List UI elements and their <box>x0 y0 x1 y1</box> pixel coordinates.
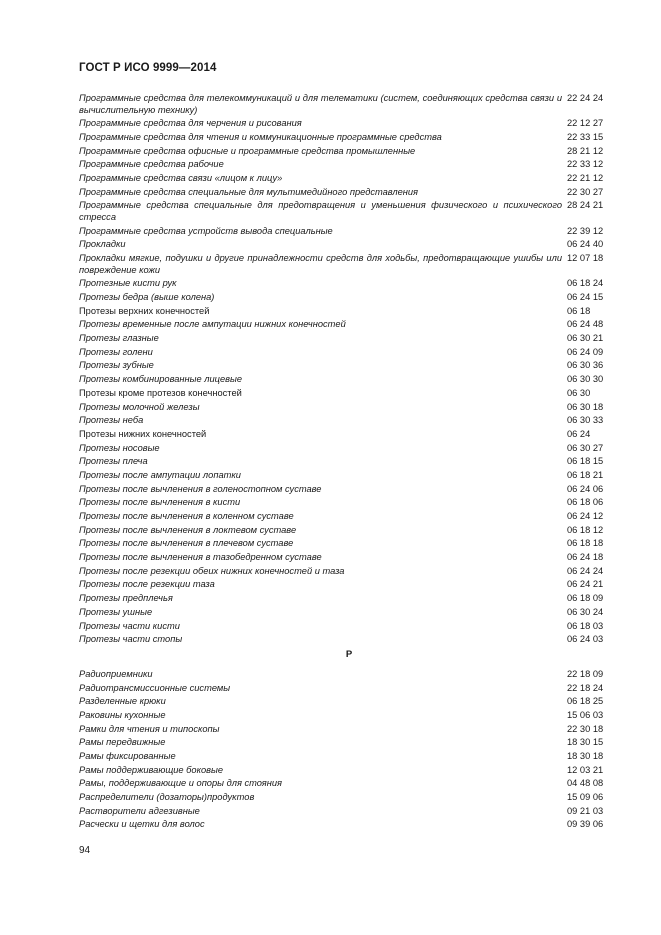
entry-term: Программные средства устройств вывода специальные <box>79 225 333 236</box>
entry-term: Протезы после вычленения в кисти <box>79 497 241 508</box>
index-entry <box>79 538 611 550</box>
entry-term: Протезы плеча <box>79 456 148 467</box>
index-entry <box>79 429 611 441</box>
entry-code: 28 24 21 <box>567 200 604 211</box>
index-entry <box>79 93 611 116</box>
index-entry <box>79 737 611 749</box>
entry-code: 22 21 12 <box>567 173 604 184</box>
entry-term: Протезы неба <box>79 415 144 426</box>
entry-code: 15 09 06 <box>567 792 604 802</box>
entry-code: 06 24 06 <box>567 483 604 494</box>
entry-term: Распределители (дозаторы)продуктов <box>79 792 255 802</box>
entry-code: 04 48 08 <box>567 778 604 789</box>
entry-term: Протезы после вычленения в локтевом суставе <box>79 524 297 535</box>
index-entry <box>79 118 611 130</box>
index-entry <box>79 226 611 238</box>
entry-term: Рамки для чтения и типоскопы <box>79 723 220 734</box>
entry-code: 22 24 24 <box>567 93 604 103</box>
entry-code: 22 12 27 <box>567 118 604 129</box>
index-entry <box>79 388 611 400</box>
entry-code: 06 24 <box>567 428 591 439</box>
entry-term: Протезы части кисти <box>79 620 180 631</box>
entry-code: 18 30 18 <box>567 750 604 761</box>
document-header: ГОСТ Р ИСО 9999—2014 <box>79 62 217 74</box>
entry-term: Разделенные крюки <box>79 696 166 707</box>
entry-code: 09 39 06 <box>567 819 604 830</box>
entry-term: Протезы после резекции обеих нижних конечностей и таза <box>79 565 345 576</box>
entry-term: Программные средства специальные для предотвращения и уменьшения физического и психического стресса <box>79 200 562 222</box>
entry-code: 06 24 15 <box>567 292 604 303</box>
entry-code: 06 30 18 <box>567 401 604 412</box>
entry-code: 28 21 12 <box>567 145 604 156</box>
entry-code: 22 33 12 <box>567 159 604 170</box>
section-letter: Р <box>345 648 353 660</box>
entry-term: Протезы после вычленения в голеностопном суставе <box>79 483 322 494</box>
index-entry <box>79 292 611 304</box>
index-list <box>79 93 611 833</box>
entry-code: 06 18 18 <box>567 538 604 549</box>
entry-code: 06 24 48 <box>567 319 604 330</box>
entry-term: Протезы бедра (выше колена) <box>79 292 215 303</box>
entry-code: 06 24 12 <box>567 511 604 522</box>
entry-code: 06 24 40 <box>567 239 604 250</box>
index-entry <box>79 173 611 185</box>
index-entry <box>79 724 611 736</box>
index-entry <box>79 525 611 537</box>
entry-term: Рамы передвижные <box>79 737 166 748</box>
entry-code: 06 18 24 <box>567 278 604 289</box>
entry-term: Раковины кухонные <box>79 709 166 720</box>
entry-term: Программные средства для телекоммуникаций и для телематики (систем, соединяющих средства связи и вычислительную технику) <box>79 93 562 115</box>
entry-code: 06 18 <box>567 305 591 316</box>
entry-term: Растворители адгезивные <box>79 805 200 816</box>
entry-term: Рамы поддерживающие боковые <box>79 764 224 775</box>
index-entry <box>79 497 611 509</box>
index-entry <box>79 484 611 496</box>
index-entry <box>79 806 611 818</box>
entry-term: Программные средства офисные и программные средства промышленные <box>79 145 416 156</box>
entry-code: 06 18 15 <box>567 456 604 467</box>
index-entry <box>79 200 611 223</box>
entry-code: 12 07 18 <box>567 253 604 264</box>
entry-code: 06 18 09 <box>567 593 604 604</box>
entry-term: Программные средства для чтения и коммуникационные программные средства <box>79 131 442 142</box>
index-entry <box>79 443 611 455</box>
index-entry <box>79 683 611 695</box>
index-entry <box>79 360 611 372</box>
entry-term: Протезы нижних конечностей <box>79 428 207 439</box>
entry-term: Протезы комбинированные лицевые <box>79 374 243 385</box>
index-entry <box>79 778 611 790</box>
entry-term: Протезы после вычленения в плечевом суставе <box>79 538 294 549</box>
index-entry <box>79 146 611 158</box>
entry-code: 18 30 15 <box>567 737 604 748</box>
entry-term: Протезы носовые <box>79 442 160 453</box>
entry-code: 06 18 25 <box>567 696 604 707</box>
index-entry <box>79 634 611 646</box>
index-entry <box>79 765 611 777</box>
entry-code: 06 18 12 <box>567 524 604 535</box>
index-entry <box>79 607 611 619</box>
index-entry <box>79 239 611 251</box>
entry-term: Расчески и щетки для волос <box>79 819 205 830</box>
entry-code: 22 39 12 <box>567 225 604 236</box>
index-entry <box>79 187 611 199</box>
entry-term: Протезы после вычленения в коленном суставе <box>79 511 294 522</box>
entry-term: Рамы, поддерживающие и опоры для стояния <box>79 778 282 789</box>
entry-code: 06 30 36 <box>567 360 604 371</box>
index-entry <box>79 579 611 591</box>
entry-term: Прокладки мягкие, подушки и другие принадлежности средств для ходьбы, предотвращающие ушибы или повреждение кожи <box>79 253 562 275</box>
entry-code: 06 18 06 <box>567 497 604 508</box>
entry-code: 06 18 21 <box>567 469 604 480</box>
index-entry <box>79 374 611 386</box>
index-entry <box>79 402 611 414</box>
entry-code: 22 18 09 <box>567 668 604 679</box>
index-entry <box>79 792 611 804</box>
entry-code: 06 30 33 <box>567 415 604 426</box>
entry-term: Протезы после ампутации лопатки <box>79 469 241 480</box>
entry-term: Протезы зубные <box>79 360 154 371</box>
entry-term: Протезы после вычленения в тазобедренном суставе <box>79 552 322 563</box>
entry-term: Протезы кроме протезов конечностей <box>79 387 242 398</box>
index-entry <box>79 621 611 633</box>
entry-code: 15 06 03 <box>567 709 604 720</box>
index-group-before <box>79 93 611 646</box>
entry-term: Протезы глазные <box>79 333 159 344</box>
entry-term: Протезы ушные <box>79 606 153 617</box>
entry-term: Программные средства специальные для мультимедийного представления <box>79 186 418 197</box>
entry-code: 22 30 27 <box>567 186 604 197</box>
entry-code: 22 33 15 <box>567 131 604 142</box>
entry-code: 06 30 27 <box>567 442 604 453</box>
index-entry <box>79 347 611 359</box>
page-number: 94 <box>79 845 91 856</box>
index-entry <box>79 552 611 564</box>
entry-term: Программные средства для черчения и рисования <box>79 118 302 129</box>
entry-code: 06 24 24 <box>567 565 604 576</box>
entry-code: 06 30 24 <box>567 606 604 617</box>
entry-term: Протезы предплечья <box>79 593 173 604</box>
index-entry <box>79 819 611 831</box>
index-entry <box>79 696 611 708</box>
index-entry <box>79 278 611 290</box>
index-entry <box>79 159 611 171</box>
index-entry <box>79 511 611 523</box>
index-entry <box>79 751 611 763</box>
entry-term: Прокладки <box>79 239 126 250</box>
entry-term: Радиоприемники <box>79 668 153 679</box>
index-entry <box>79 306 611 318</box>
index-entry <box>79 669 611 681</box>
index-entry <box>79 470 611 482</box>
index-entry <box>79 566 611 578</box>
entry-term: Протезы части стопы <box>79 634 183 645</box>
entry-code: 06 24 03 <box>567 634 604 645</box>
entry-term: Протезы после резекции таза <box>79 579 215 590</box>
entry-term: Протезы временные после ампутации нижних конечностей <box>79 319 346 330</box>
entry-term: Программные средства рабочие <box>79 159 224 170</box>
entry-code: 22 18 24 <box>567 682 604 693</box>
entry-term: Рамы фиксированные <box>79 750 176 761</box>
entry-term: Радиотрансмиссионные системы <box>79 682 231 693</box>
index-entry <box>79 333 611 345</box>
entry-code: 06 30 <box>567 387 591 398</box>
entry-term: Протезные кисти рук <box>79 278 177 289</box>
index-entry <box>79 415 611 427</box>
index-entry <box>79 710 611 722</box>
index-group-after <box>79 669 611 831</box>
entry-term: Протезы верхних конечностей <box>79 305 210 316</box>
index-entry <box>79 253 611 276</box>
index-entry <box>79 456 611 468</box>
entry-term: Программные средства связи «лицом к лицу» <box>79 173 283 184</box>
entry-code: 06 18 03 <box>567 620 604 631</box>
entry-code: 06 30 21 <box>567 333 604 344</box>
index-entry <box>79 319 611 331</box>
entry-term: Протезы голени <box>79 346 153 357</box>
entry-code: 06 30 30 <box>567 374 604 385</box>
index-entry <box>79 132 611 144</box>
index-entry <box>79 593 611 605</box>
entry-code: 12 03 21 <box>567 764 604 775</box>
entry-term: Протезы молочной железы <box>79 401 200 412</box>
entry-code: 22 30 18 <box>567 723 604 734</box>
entry-code: 06 24 09 <box>567 346 604 357</box>
entry-code: 06 24 21 <box>567 579 604 590</box>
entry-code: 06 24 18 <box>567 552 604 563</box>
entry-code: 09 21 03 <box>567 805 604 816</box>
